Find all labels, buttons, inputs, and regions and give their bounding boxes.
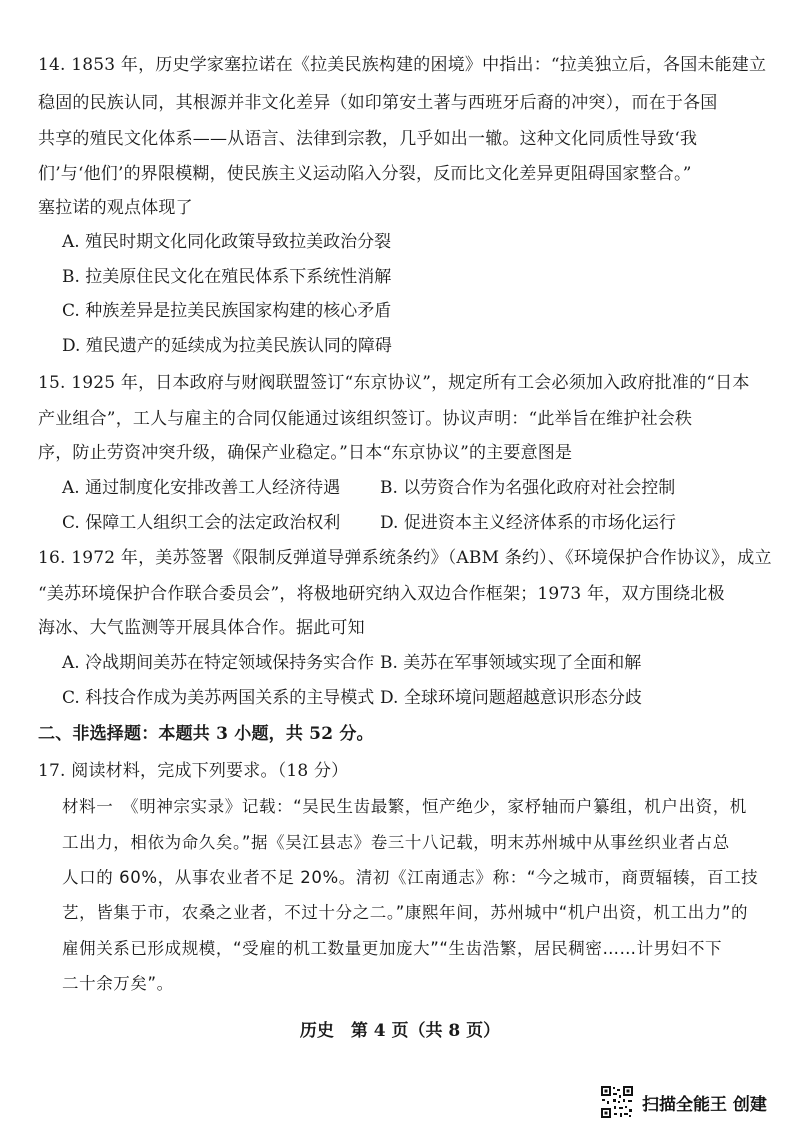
q17-material-line: 材料一 《明神宗实录》记载：“吴民生齿最繁，恒产绝少，家杼轴而户纂组，机户出资，机 [62, 797, 747, 816]
q17-material-line: 工出力，相依为命久矣。”据《吴江县志》卷三十八记载，明末苏州城中从事丝织业者占总 [62, 833, 730, 852]
q16-stem-line: 海冰、大气监测等开展具体合作。据此可知 [38, 618, 365, 638]
q17-title: 17. 阅读材料，完成下列要求。（18 分） [38, 761, 349, 781]
q14-option-b: B. 拉美原住民文化在殖民体系下系统性消解 [62, 267, 392, 287]
q17-material-line: 人口的 60%，从事农业者不足 20%。清初《江南通志》称：“今之城市，商贾辐辏，百工技 [62, 868, 759, 887]
q15-option-d: D. 促进资本主义经济体系的市场化运行 [380, 513, 676, 533]
q16-option-c: C. 科技合作成为美苏两国关系的主导模式 [62, 688, 375, 708]
q16-option-d: D. 全球环境问题超越意识形态分歧 [380, 688, 642, 708]
q16-option-b: B. 美苏在军事领域实现了全面和解 [380, 653, 642, 673]
q16-stem-line: “美苏环境保护合作联合委员会”，将极地研究纳入双边合作框架；1973 年，双方围绕北极 [38, 584, 725, 604]
q15-option-b: B. 以劳资合作为名强化政府对社会控制 [380, 478, 676, 498]
q17-material-line: 艺，皆集于市，农桑之业者，不过十分之二。”康熙年间，苏州城中“机户出资，机工出力”的 [62, 903, 749, 922]
q17-material-line: 二十余万矣”。 [62, 974, 174, 993]
q14-stem-line: 们’与‘他们’的界限模糊，使民族主义运动陷入分裂，反而比文化差异更阻碍国家整合。” [38, 164, 692, 184]
q16-option-a: A. 冷战期间美苏在特定领域保持务实合作 [62, 653, 375, 673]
scanner-watermark [600, 1085, 767, 1119]
q14-option-c: C. 种族差异是拉美民族国家构建的核心矛盾 [62, 301, 392, 321]
qr-code-icon [600, 1085, 634, 1119]
q15-option-c: C. 保障工人组织工会的法定政治权利 [62, 513, 341, 533]
page-footer: 历史 第 4 页（共 8 页） [299, 1021, 501, 1041]
q16-stem-line: 16. 1972 年，美苏签署《限制反弹道导弹系统条约》（ABM 条约）、《环境保护合作协议》，成立 [38, 548, 772, 568]
section-heading: 二、非选择题：本题共 3 小题，共 52 分。 [38, 724, 374, 744]
q14-stem-line: 共享的殖民文化体系——从语言、法律到宗教，几乎如出一辙。这种文化同质性导致‘我 [38, 129, 698, 149]
watermark-text: 扫描全能王 创建 [642, 1094, 767, 1115]
q15-option-a: A. 通过制度化安排改善工人经济待遇 [62, 478, 341, 498]
q14-option-a: A. 殖民时期文化同化政策导致拉美政治分裂 [62, 232, 392, 252]
q14-option-d: D. 殖民遗产的延续成为拉美民族认同的障碍 [62, 336, 392, 356]
q15-stem-line: 15. 1925 年，日本政府与财阀联盟签订“东京协议”，规定所有工会必须加入政府批准的“日本 [38, 373, 750, 393]
q15-stem-line: 序，防止劳资冲突升级，确保产业稳定。”日本“东京协议”的主要意图是 [38, 443, 573, 463]
q14-stem-line: 稳固的民族认同，其根源并非文化差异（如印第安土著与西班牙后裔的冲突），而在于各国 [38, 93, 718, 113]
q17-material-line: 雇佣关系已形成规模，“受雇的机工数量更加庞大”“生齿浩繁，居民稠密……计男妇不下 [62, 939, 723, 958]
q14-stem-line: 塞拉诺的观点体现了 [38, 198, 193, 218]
q15-stem-line: 产业组合”，工人与雇主的合同仅能通过该组织签订。协议声明：“此举旨在维护社会秩 [38, 409, 693, 429]
q14-stem-line: 14. 1853 年，历史学家塞拉诺在《拉美民族构建的困境》中指出：“拉美独立后，各国未能建立 [38, 55, 767, 75]
